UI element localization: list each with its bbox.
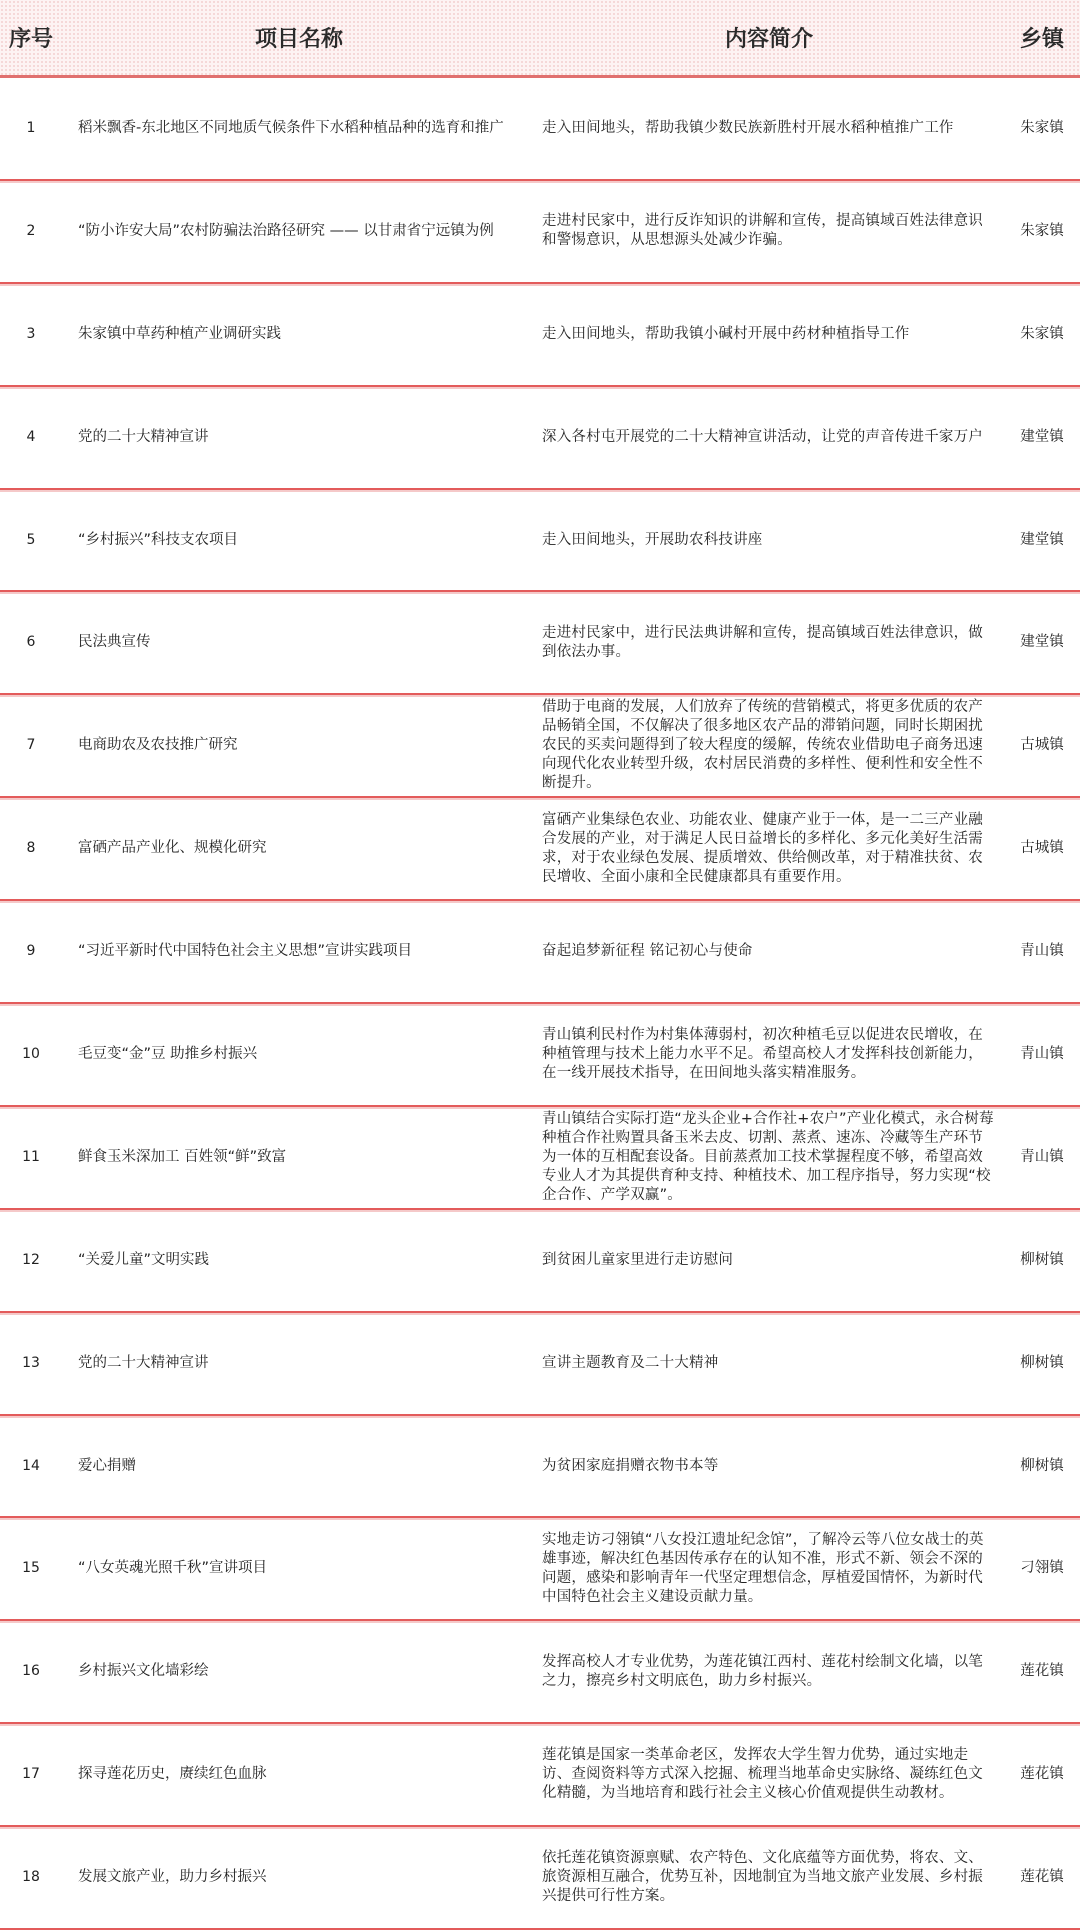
row-name: 毛豆变“金”豆 助推乡村振兴 [78,1045,258,1062]
table-row [0,592,1080,695]
table-row [0,1827,1080,1930]
row-town: 古城镇 [1020,737,1064,754]
row-name: 鲜食玉米深加工 百姓领“鲜”致富 [78,1148,287,1165]
row-desc: 实地走访刁翎镇“八女投江遗址纪念馆”，了解冷云等八位女战士的英雄事迹，解决红色基因传承存在的认知不准，形式不新、领会不深的问题，感染和影响青年一代坚定理想信念，厚植爱国情怀，为新时代中国特色社会主义建设贡献力量。 [542,1531,984,1605]
row-name: “乡村振兴”科技支农项目 [78,531,239,548]
table-row [0,901,1080,1004]
row-no: 1 [26,119,36,136]
row-desc: 为贫困家庭捐赠衣物书本等 [542,1457,719,1474]
row-town: 古城镇 [1020,840,1064,857]
table-body [0,78,1080,1930]
row-no: 10 [22,1045,40,1062]
row-name: 党的二十大精神宣讲 [78,428,209,445]
row-town: 刁翎镇 [1020,1560,1064,1577]
row-no: 5 [26,531,36,548]
row-no: 17 [22,1766,40,1783]
row-no: 14 [22,1457,40,1474]
row-town: 柳树镇 [1020,1251,1064,1268]
row-name: “习近平新时代中国特色社会主义思想”宣讲实践项目 [78,943,413,960]
row-desc: 到贫困儿童家里进行走访慰问 [542,1251,734,1268]
row-desc: 走进村民家中，进行反诈知识的讲解和宣传，提高镇域百姓法律意识和警惕意识，从思想源头处减少诈骗。 [542,213,983,249]
table-row [0,78,1080,181]
row-town: 青山镇 [1020,943,1064,960]
row-desc: 借助于电商的发展，人们放弃了传统的营销模式，将更多优质的农产品畅销全国，不仅解决了很多地区农产品的滞销问题，同时长期困扰农民的买卖问题得到了较大程度的缓解，传统农业借助电子商务迅速向现代化农业转型升级，农村居民消费的多样性、便利性和安全性不断提升。 [542,699,983,792]
row-desc: 走入田间地头，帮助我镇小碱村开展中药材种植指导工作 [542,325,910,342]
table-row [0,1107,1080,1210]
row-desc: 富硒产业集绿色农业、功能农业、健康产业于一体，是一二三产业融合发展的产业，对于满足人民日益增长的多样化、多元化美好生活需求，对于农业绿色发展、提质增效、供给侧改革，对于精准扶贫、农民增收、全面小康和全民健康都具有重要作用。 [542,811,983,885]
row-name: 发展文旅产业，助力乡村振兴 [78,1869,267,1886]
row-town: 莲花镇 [1020,1663,1064,1680]
row-name: 党的二十大精神宣讲 [78,1354,209,1371]
table-row [0,1518,1080,1621]
row-no: 12 [22,1251,40,1268]
row-no: 9 [26,943,36,960]
row-name: 乡村振兴文化墙彩绘 [78,1663,209,1680]
row-name: 电商助农及农技推广研究 [78,737,238,754]
row-town: 建堂镇 [1020,428,1064,445]
table-row [0,798,1080,901]
row-name: 朱家镇中草药种植产业调研实践 [78,325,281,342]
row-desc: 莲花镇是国家一类革命老区，发挥农大学生智力优势，通过实地走访、查阅资料等方式深入挖掘、梳理当地革命史实脉络、凝练红色文化精髓，为当地培育和践行社会主义核心价值观提供生动教材。 [542,1747,983,1802]
row-no: 16 [22,1663,40,1680]
header-no: 序号 [8,27,53,52]
row-town: 建堂镇 [1020,531,1064,548]
row-town: 柳树镇 [1020,1457,1064,1474]
row-name: 民法典宣传 [78,634,151,651]
row-town: 建堂镇 [1020,634,1064,651]
row-town: 青山镇 [1020,1045,1064,1062]
table-row [0,1621,1080,1724]
row-name: 爱心捐赠 [78,1457,136,1474]
row-town: 柳树镇 [1020,1354,1064,1371]
table-row [0,490,1080,593]
row-no: 13 [22,1354,40,1371]
row-desc: 走入田间地头，帮助我镇少数民族新胜村开展水稻种植推广工作 [542,119,954,136]
row-town: 朱家镇 [1020,119,1064,136]
row-desc: 深入各村屯开展党的二十大精神宣讲活动，让党的声音传进千家万户 [542,428,983,445]
row-no: 7 [26,737,36,754]
table-header [0,0,1080,78]
table-row [0,181,1080,284]
row-no: 15 [22,1560,40,1577]
table-row [0,387,1080,490]
row-desc: 奋起追梦新征程 铭记初心与使命 [542,943,753,960]
row-town: 青山镇 [1020,1148,1064,1165]
row-name: “关爱儿童”文明实践 [78,1251,210,1268]
header-town: 乡镇 [1019,27,1064,52]
row-name: “八女英魂光照千秋”宣讲项目 [78,1560,268,1577]
table-row [0,1724,1080,1827]
row-town: 莲花镇 [1020,1766,1064,1783]
table-row [0,695,1080,798]
header-desc: 内容简介 [724,27,813,52]
row-town: 朱家镇 [1020,222,1064,239]
row-desc: 宣讲主题教育及二十大精神 [542,1354,719,1371]
row-name: 探寻莲花历史，赓续红色血脉 [78,1766,267,1783]
table-row [0,1210,1080,1313]
row-name: “防小诈安大局”农村防骗法治路径研究 —— 以甘肃省宁远镇为例 [78,222,494,239]
row-desc: 青山镇结合实际打造“龙头企业+合作社+农户”产业化模式，永合树莓种植合作社购置具备玉米去皮、切割、蒸煮、速冻、冷藏等生产环节为一体的互相配套设备。目前蒸煮加工技术掌握程度不够，希望高效专业人才为其提供育种支持、种植技术、加工程序指导，努力实现“校企合作、产学双赢”。 [542,1110,994,1203]
row-name: 稻米飘香-东北地区不同地质气候条件下水稻种植品种的选育和推广 [78,119,504,136]
row-no: 8 [26,840,36,857]
row-desc: 青山镇利民村作为村集体薄弱村，初次种植毛豆以促进农民增收，在种植管理与技术上能力水平不足。希望高校人才发挥科技创新能力，在一线开展技术指导，在田间地头落实精准服务。 [542,1026,983,1081]
table-row [0,1004,1080,1107]
row-no: 6 [26,634,36,651]
row-no: 11 [22,1148,40,1165]
row-desc: 依托莲花镇资源禀赋、农产特色、文化底蕴等方面优势，将农、文、旅资源相互融合，优势互补，因地制宜为当地文旅产业发展、乡村振兴提供可行性方案。 [542,1850,983,1905]
row-desc: 走进村民家中，进行民法典讲解和宣传，提高镇域百姓法律意识，做到依法办事。 [542,624,983,660]
table-row [0,284,1080,387]
row-no: 18 [22,1869,40,1886]
row-desc: 走入田间地头，开展助农科技讲座 [542,531,763,548]
row-town: 朱家镇 [1020,325,1064,342]
header-name: 项目名称 [254,27,343,52]
table-row [0,1313,1080,1416]
row-name: 富硒产品产业化、规模化研究 [78,840,267,857]
row-desc: 发挥高校人才专业优势，为莲花镇江西村、莲花村绘制文化墙，以笔之力，擦亮乡村文明底色，助力乡村振兴。 [542,1653,983,1689]
row-no: 3 [26,325,36,342]
row-no: 4 [26,428,36,445]
row-no: 2 [26,222,36,239]
row-town: 莲花镇 [1020,1869,1064,1886]
table-row [0,1416,1080,1519]
